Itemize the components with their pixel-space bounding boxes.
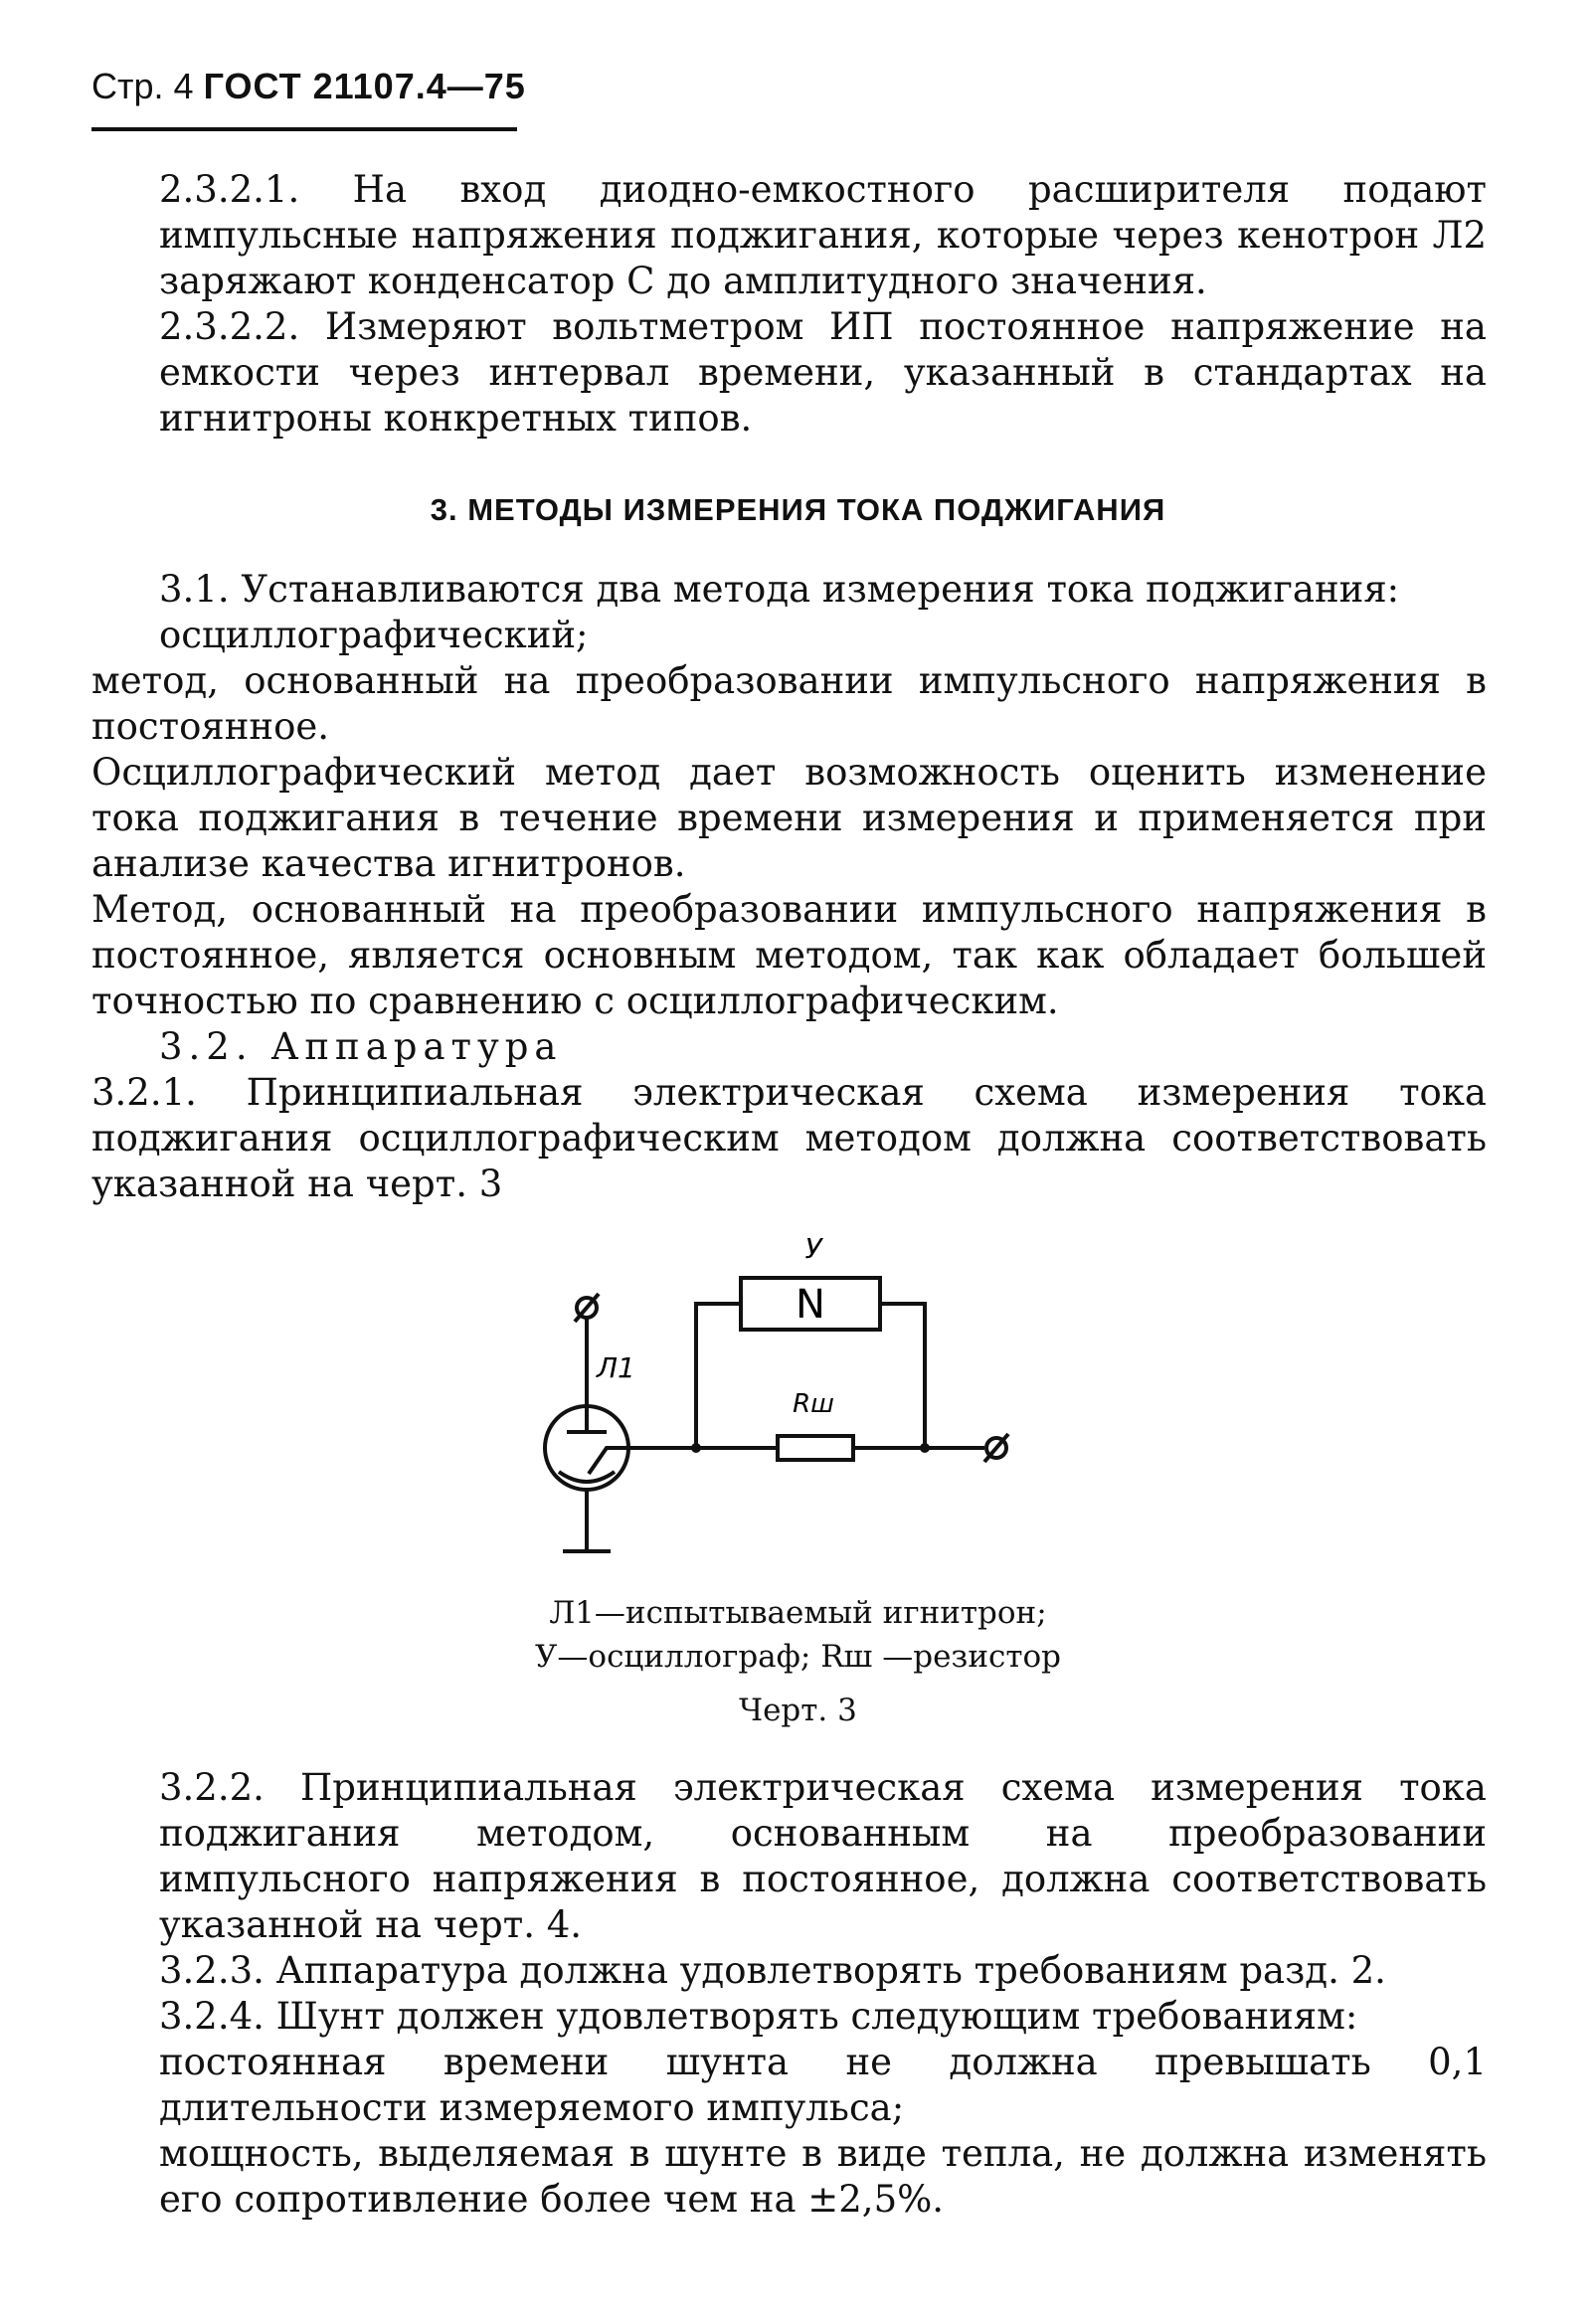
figure-caption xyxy=(0,1591,1596,1732)
tube-label: Л1 xyxy=(597,1351,635,1384)
figure-title: Черт. 3 xyxy=(739,1693,857,1728)
oscilloscope-right-lead xyxy=(880,1304,925,1448)
oscilloscope-label: У xyxy=(804,1232,822,1265)
paragraph-3-2: 3.2. Аппаратура xyxy=(159,1025,563,1068)
method-conversion: метод, основанный на преобразовании импульсного напряжения в постоянное. xyxy=(91,659,1487,748)
section-2-text xyxy=(159,167,1487,442)
paragraph-3-1: 3.1. Устанавливаются два метода измерения тока поджигания: xyxy=(159,568,1400,611)
requirement-power: мощность, выделяемая в шунте в виде тепла, не должна изменять его сопротивление более чем на ±2,5%. xyxy=(159,2132,1487,2221)
circuit-diagram xyxy=(517,1223,1074,1581)
paragraph-oscillographic: Осциллографический метод дает возможность оценить изменение тока поджигания в течение времени измерения и применяется при анализе качества игнитронов. xyxy=(91,751,1487,885)
paragraph-3-2-1: 3.2.1. Принципиальная электрическая схема измерения тока поджигания осциллографическим методом должна соответствовать указанной на черт. 3 xyxy=(91,1071,1487,1205)
paragraph-2-3-2-1: 2.3.2.1. На вход диодно-емкостного расширителя подают импульсные напряжения поджигания, которые через кенотрон Л2 заряжают конденсатор С до амплитудного значения. xyxy=(159,168,1487,302)
method-oscillographic: осциллографический; xyxy=(159,614,589,656)
paragraph-3-2-2: 3.2.2. Принципиальная электрическая схема измерения тока поджигания методом, основанным на преобразовании импульсного напряжения в постоянное, должна соответствовать указанной на черт. 4. xyxy=(159,1766,1487,1946)
oscilloscope-symbol: N xyxy=(796,1282,825,1328)
resistor-label: Rш xyxy=(793,1389,834,1419)
header-rule xyxy=(91,127,517,131)
caption-line-1: Л1—испытываемый игнитрон; xyxy=(549,1595,1047,1631)
paragraph-3-2-3: 3.2.3. Аппаратура должна удовлетворять требованиям разд. 2. xyxy=(159,1949,1386,1992)
page-header xyxy=(91,66,526,107)
section-3-text xyxy=(91,567,1487,1207)
cathode-pool xyxy=(559,1472,615,1482)
paragraph-2-3-2-2: 2.3.2.2. Измеряют вольтметром ИП постоянное напряжение на емкости через интервал времени, указанный в стандартах на игнитроны конкретных типов. xyxy=(159,305,1487,440)
caption-line-2: У—осциллограф; Rш —резистор xyxy=(535,1639,1061,1675)
shunt-resistor xyxy=(778,1436,853,1460)
paragraph-3-2-4: 3.2.4. Шунт должен удовлетворять следующим требованиям: xyxy=(159,1995,1358,2038)
section-3-continued xyxy=(159,1765,1487,2223)
standard-number: ГОСТ 21107.4—75 xyxy=(203,66,526,106)
requirement-time-constant: постоянная времени шунта не должна превышать 0,1 длительности измеряемого импульса; xyxy=(159,2041,1487,2129)
oscilloscope-left-lead xyxy=(696,1304,741,1448)
section-3-title: 3. МЕТОДЫ ИЗМЕРЕНИЯ ТОКА ПОДЖИГАНИЯ xyxy=(430,492,1166,527)
paragraph-main-method: Метод, основанный на преобразовании импульсного напряжения в постоянное, является основным методом, так как обладает большей точностью по сравнению с осциллографическим. xyxy=(91,888,1487,1022)
page-label: Стр. 4 xyxy=(91,66,194,106)
